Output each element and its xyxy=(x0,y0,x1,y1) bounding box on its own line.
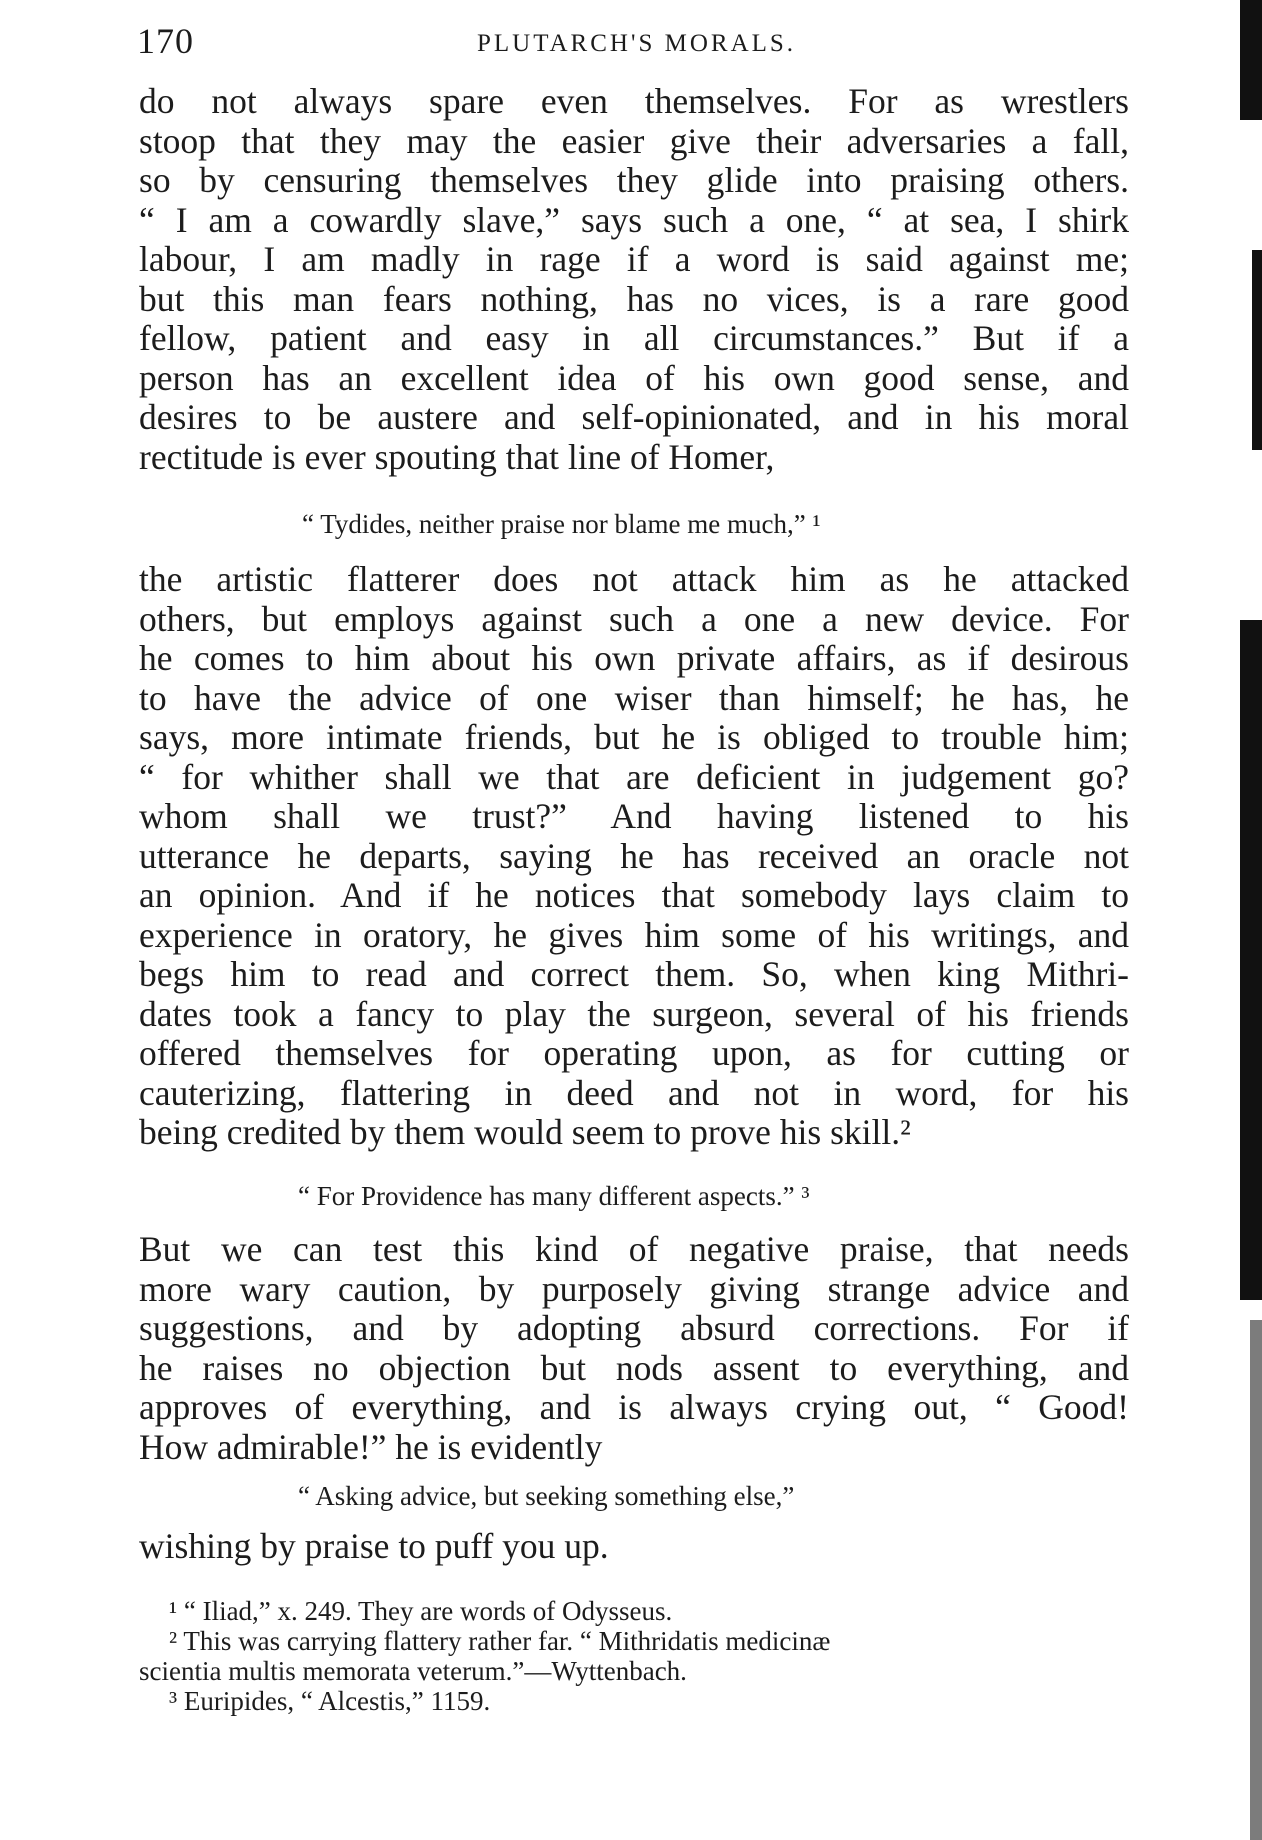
paragraph-3 xyxy=(139,1230,1129,1467)
paragraph-4 xyxy=(139,1527,1129,1567)
text-line: dates took a fancy to play the surgeon, several of his friends xyxy=(139,993,1129,1034)
verse-quote: “ Asking advice, but seeking something else,” xyxy=(298,1481,795,1511)
text-line: labour, I am madly in rage if a word is said against me; xyxy=(139,239,1129,279)
text-line: do not always spare even themselves. For as wrestlers xyxy=(139,81,1129,121)
text-line: others, but employs against such a one a new device. For xyxy=(139,598,1129,639)
text-line: says, more intimate friends, but he is obliged to trouble him; xyxy=(139,717,1129,757)
text-line: suggestions, and by adopting absurd corrections. For if xyxy=(139,1308,1129,1348)
text-line: to have the advice of one wiser than himself; he has, he xyxy=(139,677,1129,718)
page-header xyxy=(137,20,1127,70)
text-line: How admirable!” he is evidently xyxy=(139,1426,603,1467)
footnote-3: ³ Euripides, “ Alcestis,” 1159. xyxy=(169,1686,491,1716)
text-line: But we can test this kind of negative praise, that needs xyxy=(139,1229,1129,1269)
text-line: fellow, patient and easy in all circumstances.” But if a xyxy=(139,318,1129,358)
verse-quote: “ Tydides, neither praise nor blame me much,” ¹ xyxy=(302,509,821,539)
paragraph-1 xyxy=(139,82,1129,477)
text-line: but this man fears nothing, has no vices, is a rare good xyxy=(139,278,1129,319)
text-line: he comes to him about his own private affairs, as if desirous xyxy=(139,638,1129,678)
text-line: an opinion. And if he notices that somebody lays claim to xyxy=(139,875,1129,915)
text-line: utterance he departs, saying he has received an oracle not xyxy=(139,835,1129,876)
paragraph-2 xyxy=(139,560,1129,1153)
text-line: begs him to read and correct them. So, when king Mithri- xyxy=(139,954,1129,994)
verse-quote: “ For Providence has many different aspects.” ³ xyxy=(298,1181,810,1211)
text-line: “ I am a cowardly slave,” says such a one, “ at sea, I shirk xyxy=(139,199,1129,240)
text-line: he raises no objection but nods assent to everything, and xyxy=(139,1347,1129,1388)
text-line: stoop that they may the easier give their adversaries a fall, xyxy=(139,120,1129,161)
scan-edge-shadow xyxy=(1250,1320,1262,1840)
text-line: approves of everything, and is always crying out, “ Good! xyxy=(139,1387,1129,1427)
text-line: desires to be austere and self-opinionated, and in his moral xyxy=(139,397,1129,437)
footnote-2-continued: scientia multis memorata veterum.”—Wyttenbach. xyxy=(139,1656,687,1686)
text-line: person has an excellent idea of his own good sense, and xyxy=(139,357,1129,398)
text-line: offered themselves for operating upon, as for cutting or xyxy=(139,1033,1129,1073)
text-line: wishing by praise to puff you up. xyxy=(139,1526,609,1566)
text-line: cauterizing, flattering in deed and not in word, for his xyxy=(139,1072,1129,1113)
footnote-2: ² This was carrying flattery rather far. “ Mithridatis medicinæ xyxy=(169,1626,831,1656)
page-number: 170 xyxy=(137,21,194,61)
footnotes xyxy=(139,1596,1129,1716)
text-line: experience in oratory, he gives him some of his writings, and xyxy=(139,914,1129,955)
scan-edge-shadow xyxy=(1252,250,1262,450)
scan-edge-shadow xyxy=(1240,0,1262,120)
running-title: PLUTARCH'S MORALS. xyxy=(477,30,797,57)
text-line: so by censuring themselves they glide into praising others. xyxy=(139,160,1129,200)
text-line: the artistic flatterer does not attack him as he attacked xyxy=(139,559,1129,599)
footnote-1: ¹ “ Iliad,” x. 249. They are words of Odysseus. xyxy=(169,1596,673,1626)
text-line: more wary caution, by purposely giving strange advice and xyxy=(139,1268,1129,1309)
text-line: “ for whither shall we that are deficient in judgement go? xyxy=(139,756,1129,797)
scan-edge-shadow xyxy=(1240,620,1262,1300)
text-line: rectitude is ever spouting that line of Homer, xyxy=(139,436,775,477)
text-line: whom shall we trust?” And having listened to his xyxy=(139,796,1129,836)
text-line: being credited by them would seem to prove his skill.² xyxy=(139,1112,911,1152)
